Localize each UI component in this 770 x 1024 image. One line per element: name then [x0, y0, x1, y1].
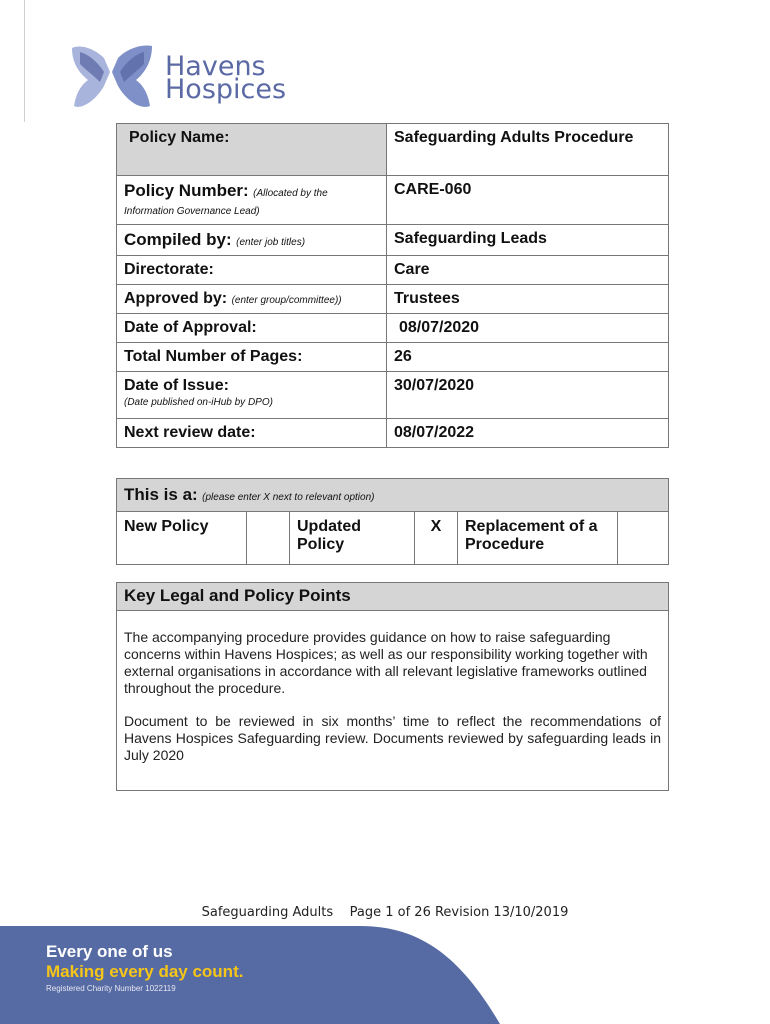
directorate-value: Care	[387, 256, 669, 285]
date-of-approval-value: 08/07/2020	[387, 314, 669, 343]
key-points-paragraph-1: The accompanying procedure provides guidance on how to raise safeguarding concerns within Havens Hospices; as well as our responsibility working together with external organisations in accordance with all relevant legislative frameworks outlined throughout the procedure.	[124, 629, 648, 696]
table-row	[117, 479, 669, 512]
key-points-paragraph-2: Document to be reviewed in six months’ time to reflect the recommendations of Havens Hospices Safeguarding review. Documents reviewed by safeguarding leads in July 2020	[124, 713, 661, 763]
date-of-approval-label: Date of Approval:	[117, 314, 387, 343]
total-pages-label: Total Number of Pages:	[117, 343, 387, 372]
logo-text-hospices: Hospices	[165, 74, 287, 105]
policy-name-label: Policy Name:	[117, 124, 387, 176]
option-new-policy-mark[interactable]	[247, 512, 290, 565]
tagline-making-every-day: Making every day count.	[46, 962, 244, 981]
policy-number-value: CARE-060	[387, 176, 669, 225]
date-of-issue-label: Date of Issue:	[124, 377, 229, 394]
option-replacement-procedure-mark[interactable]	[618, 512, 669, 565]
charity-number: Registered Charity Number 1022119	[46, 984, 176, 993]
compiled-by-value: Safeguarding Leads	[387, 225, 669, 256]
next-review-value: 08/07/2022	[387, 419, 669, 448]
approved-by-value: Trustees	[387, 285, 669, 314]
table-row	[117, 314, 669, 343]
option-updated-policy: Updated Policy	[290, 512, 415, 565]
logo-text-havens: Havens	[165, 51, 266, 82]
date-of-issue-note: (Date published on-iHub by DPO)	[124, 397, 273, 408]
approved-by-note: (enter group/committee))	[231, 295, 342, 306]
policy-name-value: Safeguarding Adults Procedure	[387, 124, 669, 176]
butterfly-logo-icon	[70, 42, 154, 112]
table-row	[117, 124, 669, 176]
next-review-label: Next review date:	[117, 419, 387, 448]
page-footer: Safeguarding Adults Page 1 of 26 Revision 13/10/2019	[201, 905, 569, 920]
tagline-every-one: Every one of us	[46, 942, 173, 961]
policy-number-label: Policy Number:	[124, 181, 249, 200]
compiled-by-note: (enter job titles)	[236, 237, 306, 248]
table-row	[117, 512, 669, 565]
policy-type-heading: This is a:	[124, 485, 198, 504]
key-legal-points-heading: Key Legal and Policy Points	[117, 583, 668, 611]
key-legal-points-box	[116, 582, 669, 791]
directorate-label: Directorate:	[117, 256, 387, 285]
policy-number-note: (Allocated by the Information Governance Lead)	[124, 188, 328, 217]
total-pages-value: 26	[387, 343, 669, 372]
option-new-policy: New Policy	[117, 512, 247, 565]
table-row	[117, 256, 669, 285]
policy-details-table	[116, 123, 669, 448]
table-row	[117, 285, 669, 314]
date-of-issue-value: 30/07/2020	[387, 372, 669, 419]
option-updated-policy-mark[interactable]: X	[415, 512, 458, 565]
option-replacement-procedure: Replacement of a Procedure	[458, 512, 618, 565]
table-row	[117, 176, 669, 225]
policy-type-table	[116, 478, 669, 565]
table-row	[117, 343, 669, 372]
table-row	[117, 372, 669, 419]
compiled-by-label: Compiled by:	[124, 230, 232, 249]
page-edge-line	[24, 0, 25, 122]
footer-banner	[0, 926, 770, 1024]
approved-by-label: Approved by:	[124, 290, 228, 307]
havens-hospices-logo	[70, 42, 300, 114]
policy-type-note: (please enter X next to relevant option)	[202, 492, 375, 503]
table-row	[117, 225, 669, 256]
table-row	[117, 419, 669, 448]
